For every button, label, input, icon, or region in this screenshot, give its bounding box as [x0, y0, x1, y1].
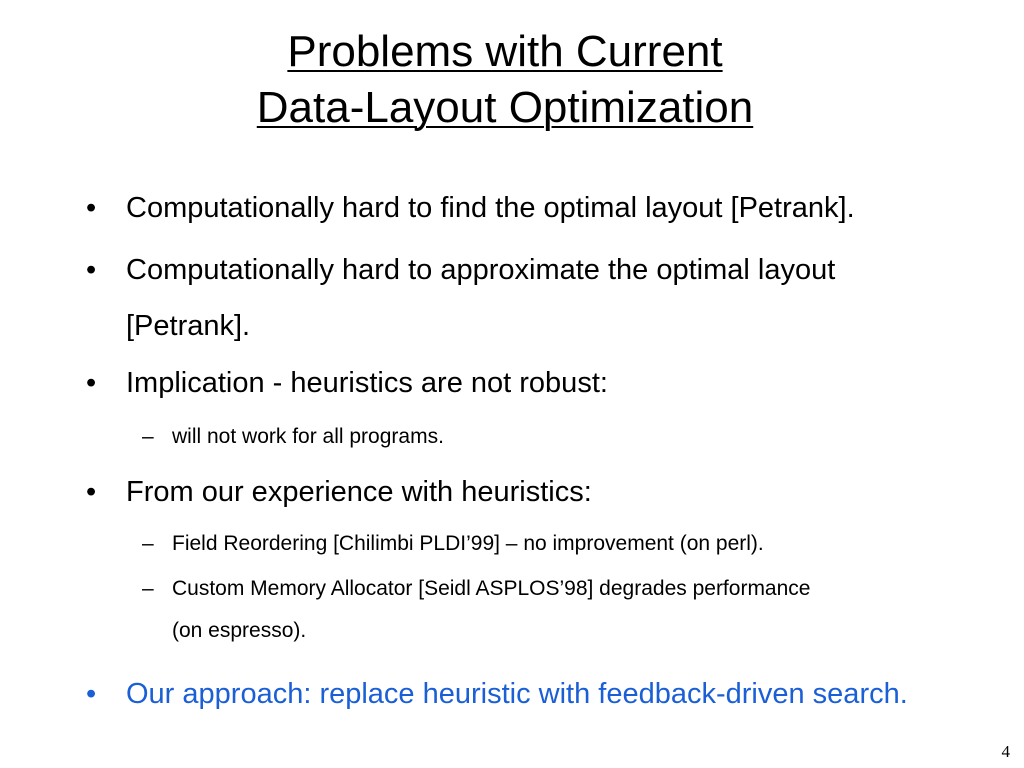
bullet-marker: • — [86, 678, 97, 710]
bullet-text: Computationally hard to approximate the optimal layout [Petrank]. — [126, 254, 836, 342]
sub-bullet-text: will not work for all programs. — [172, 425, 444, 448]
approach-bullet-text: Our approach: replace heuristic with feedback-driven search. — [126, 678, 908, 710]
bullet-text: From our experience with heuristics: — [126, 476, 592, 508]
sub-bullet-marker: – — [142, 577, 154, 600]
sub-bullet-marker: – — [142, 425, 154, 448]
sub-bullet-text: Field Reordering [Chilimbi PLDI’99] – no improvement (on perl). — [172, 532, 764, 555]
title-line-2: Data-Layout Optimization — [256, 83, 754, 132]
sub-bullet-marker: – — [142, 532, 154, 555]
bullet-marker: • — [86, 476, 97, 508]
bullet-text: Computationally hard to find the optimal layout [Petrank]. — [126, 192, 855, 224]
title-line-1: Problems with Current — [287, 27, 723, 76]
bullet-marker: • — [86, 192, 97, 224]
bullet-marker: • — [86, 254, 97, 286]
bullet-text: Implication - heuristics are not robust: — [126, 367, 608, 399]
page-number: 4 — [1001, 742, 1010, 761]
sub-bullet-text: Custom Memory Allocator [Seidl ASPLOS’98] degrades performance (on espresso). — [172, 577, 811, 642]
bullet-marker: • — [86, 367, 97, 399]
